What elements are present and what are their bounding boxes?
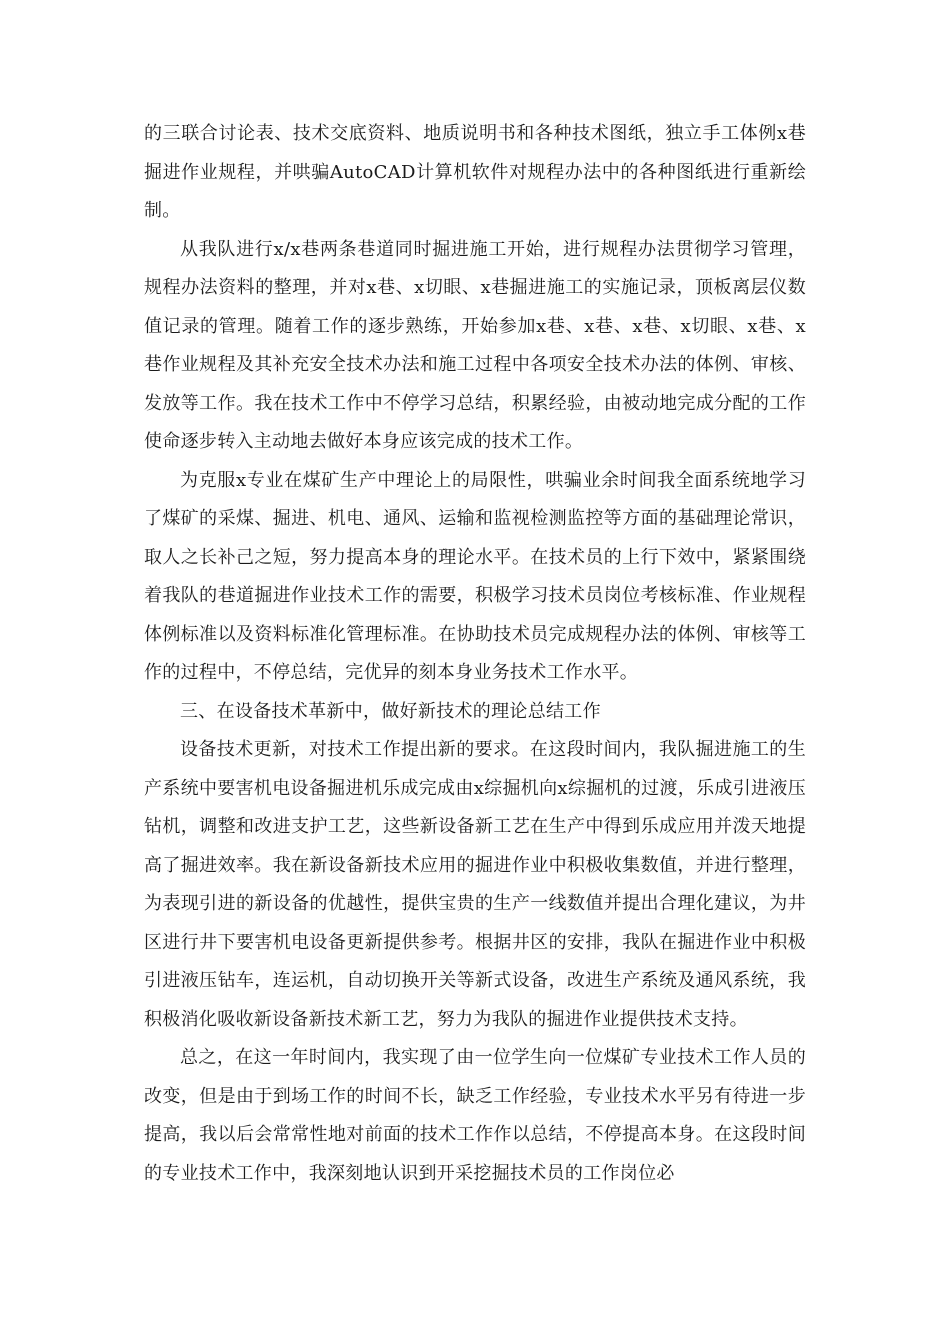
- paragraph-equipment-update: 设备技术更新，对技术工作提出新的要求。在这段时间内，我队掘进施工的生产系统中要害机电设备掘进机乐成完成由x综掘机向x综掘机的过渡，乐成引进液压钻机，调整和改进支护工艺，这些新设备新工艺在生产中得到乐成应用并泼天地提高了掘进效率。我在新设备新技术应用的掘进作业中积极收集数值，并进行整理，为表现引进的新设备的优越性，提供宝贵的生产一线数值并提出合理化建议，为井区进行井下要害机电设备更新提供参考。根据井区的安排，我队在掘进作业中积极引进液压钻车，连运机，自动切换开关等新式设备，改进生产系统及通风系统，我积极消化吸收新设备新技术新工艺，努力为我队的掘进作业提供技术支持。: [144, 739, 806, 1030]
- section-heading: 三、在设备技术革新中，做好新技术的理论总结工作: [180, 700, 601, 722]
- paragraph-summary: 总之，在这一年时间内，我实现了由一位学生向一位煤矿专业技术工作人员的改变，但是由于到场工作的时间不长，缺乏工作经验，专业技术水平另有待进一步提高，我以后会常常性地对前面的技术工作作以总结，不停提高本身。在这段时间的专业技术工作中，我深刻地认识到开采挖掘技术员的工作岗位必: [144, 1047, 806, 1184]
- paragraph-regulation-management: 从我队进行x/x巷两条巷道同时掘进施工开始，进行规程办法贯彻学习管理，规程办法资料的整理，并对x巷、x切眼、x巷掘进施工的实施记录，顶板离层仪数值记录的管理。随着工作的逐步熟练，开始参加x巷、x巷、x巷、x切眼、x巷、x巷作业规程及其补充安全技术办法和施工过程中各项安全技术办法的体例、审核、发放等工作。我在技术工作中不停学习总结，积累经验，由被动地完成分配的工作使命逐步转入主动地去做好本身应该完成的技术工作。: [144, 238, 806, 452]
- document-body: [144, 115, 806, 1193]
- paragraph-continuation: 的三联合讨论表、技术交底资料、地质说明书和各种技术图纸，独立手工体例x巷掘进作业规程，并哄骗AutoCAD计算机软件对规程办法中的各种图纸进行重新绘制。: [144, 123, 806, 221]
- paragraph-theory-study: 为克服x专业在煤矿生产中理论上的局限性，哄骗业余时间我全面系统地学习了煤矿的采煤、掘进、机电、通风、运输和监视检测监控等方面的基础理论常识，取人之长补己之短，努力提高本身的理论水平。在技术员的上行下效中，紧紧围绕着我队的巷道掘进作业技术工作的需要，积极学习技术员岗位考核标准、作业规程体例标准以及资料标准化管理标准。在协助技术员完成规程办法的体例、审核等工作的过程中，不停总结，完优异的刻本身业务技术工作水平。: [144, 469, 806, 683]
